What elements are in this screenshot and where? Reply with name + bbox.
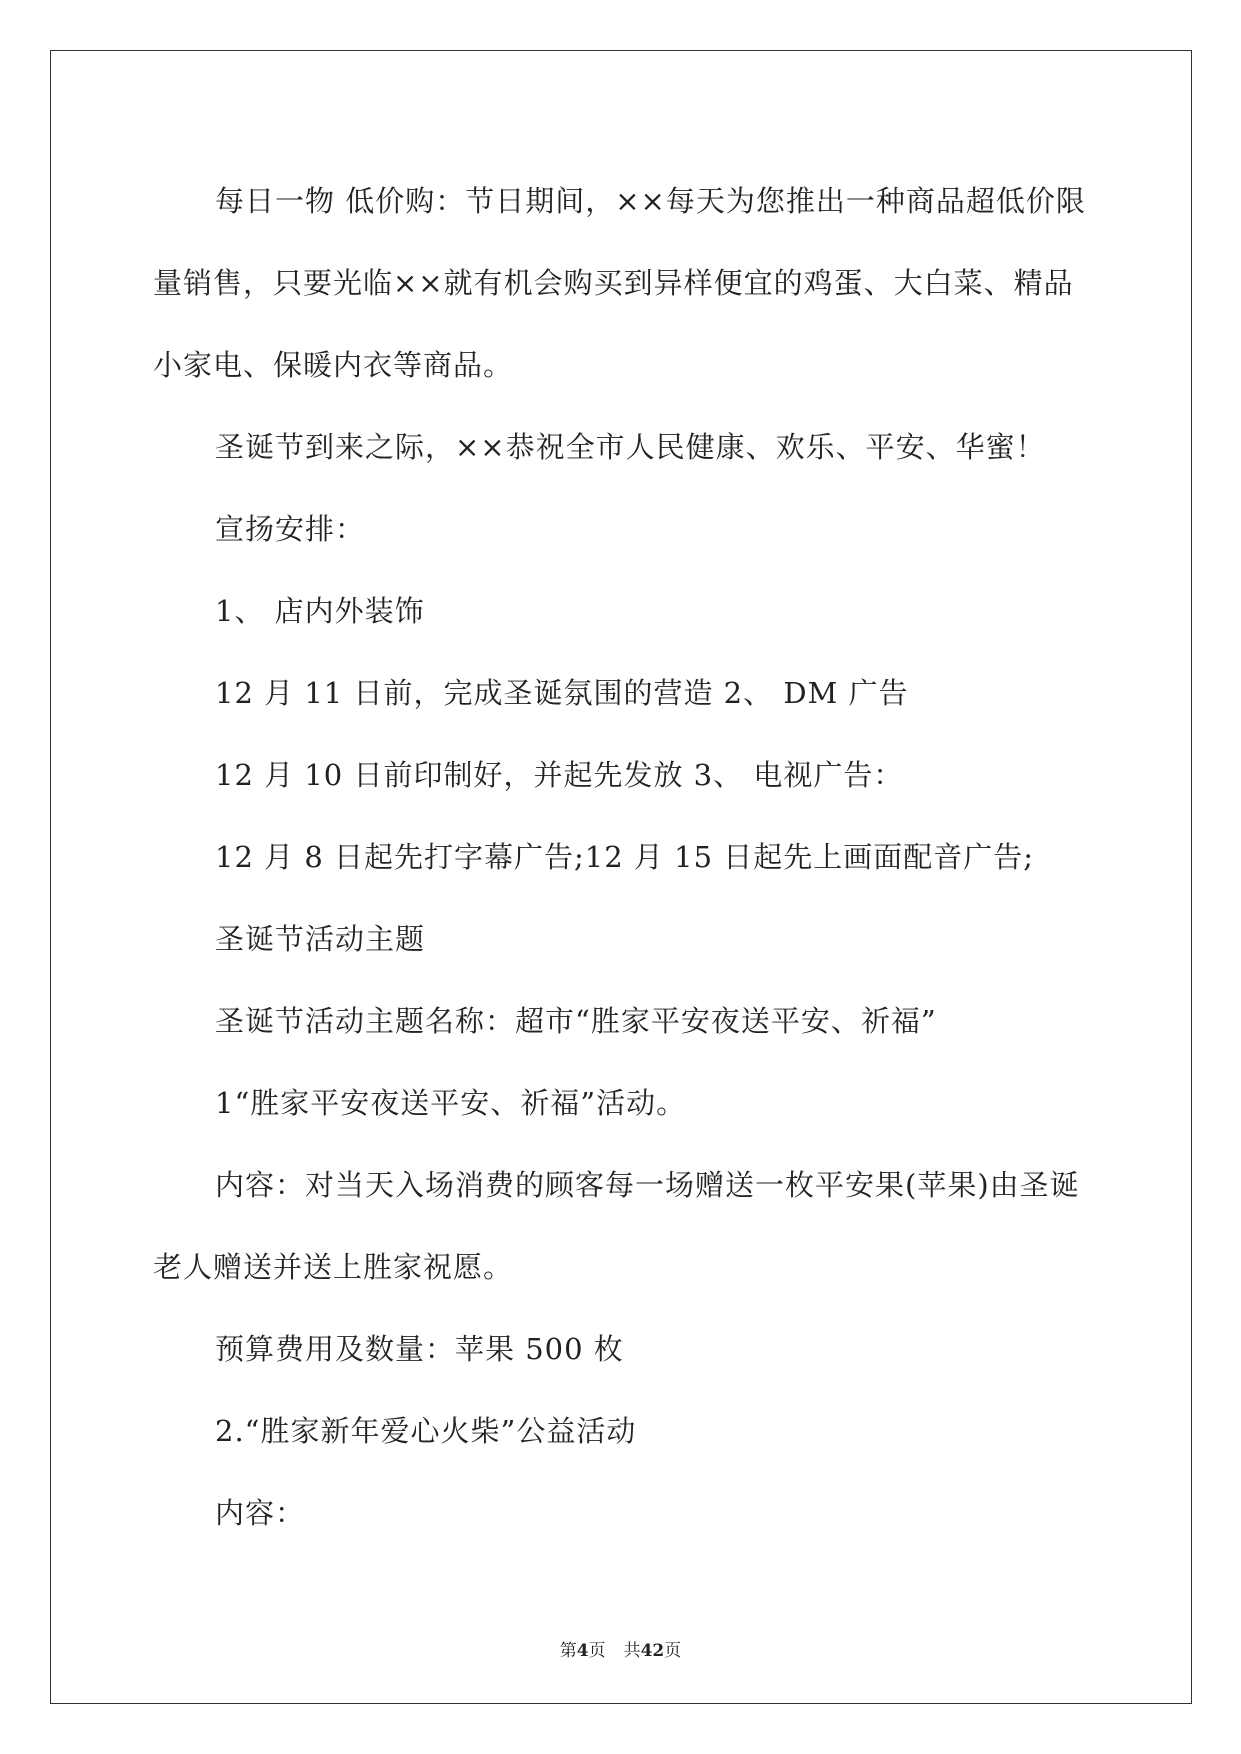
total-prefix: 共 [623, 1641, 641, 1661]
paragraph: 1、 店内外装饰 [215, 594, 425, 628]
paragraph: 宣扬安排： [215, 512, 366, 546]
paragraph: 12 月 10 日前印制好，并起先发放 3、 电视广告： [215, 758, 904, 792]
paragraph: 12 月 8 日起先打字幕广告;12 月 15 日起先上画面配音广告; [215, 840, 1035, 874]
total-suffix: 页 [664, 1641, 682, 1661]
page-number: 4 [576, 1641, 589, 1661]
paragraph: 圣诞节活动主题名称：超市“胜家平安夜送平安、祈福” [215, 1004, 937, 1038]
paragraph: 内容：对当天入场消费的顾客每一场赠送一枚平安果(苹果)由圣诞老人赠送并送上胜家祝愿。 [153, 1168, 1080, 1284]
document-body [153, 160, 1093, 1554]
page-prefix: 第 [559, 1641, 577, 1661]
page-suffix: 页 [588, 1641, 606, 1661]
page-footer [0, 1636, 1241, 1661]
paragraph: 圣诞节到来之际，××恭祝全市人民健康、欢乐、平安、华蜜！ [215, 430, 1046, 464]
paragraph: 圣诞节活动主题 [215, 922, 426, 956]
paragraph: 预算费用及数量：苹果 500 枚 [215, 1332, 624, 1366]
paragraph: 内容： [215, 1496, 306, 1530]
total-pages: 42 [640, 1641, 665, 1661]
paragraph: 12 月 11 日前，完成圣诞氛围的营造 2、 DM 广告 [215, 676, 909, 710]
paragraph: 每日一物 低价购：节日期间，××每天为您推出一种商品超低价限量销售，只要光临××就有机会购买到异样便宜的鸡蛋、大白菜、精品小家电、保暖内衣等商品。 [153, 184, 1086, 382]
paragraph: 1“胜家平安夜送平安、祈福”活动。 [215, 1086, 687, 1120]
paragraph: 2.“胜家新年爱心火柴”公益活动 [215, 1414, 637, 1448]
